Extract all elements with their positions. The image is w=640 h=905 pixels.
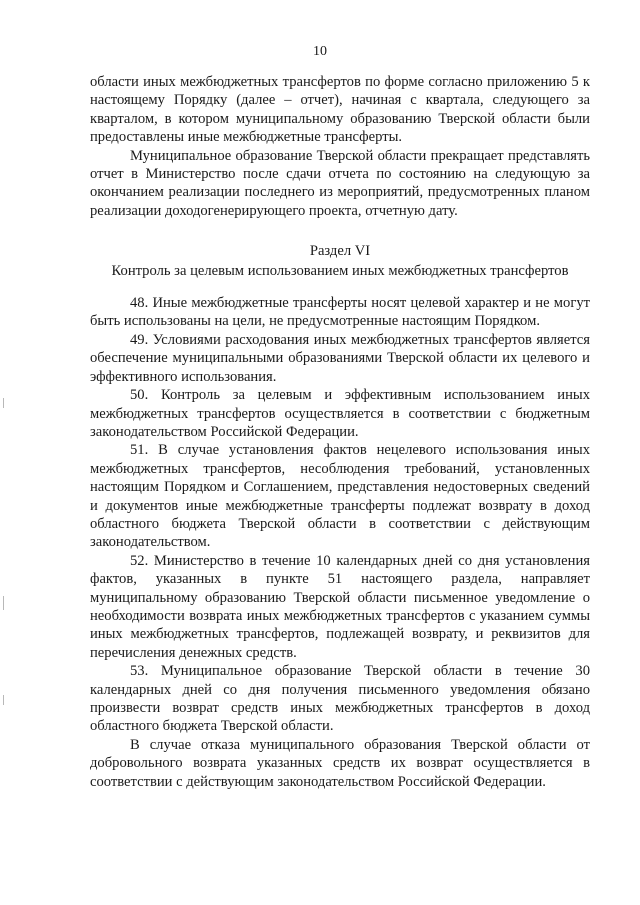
paragraph-top-1: Муниципальное образование Тверской области прекращает представлять отчет в Министерство после сдачи отчета по состоянию на следующую за окончанием реализации последнего из мероприятий, предусмотренных планом реализации доходогенерирующего проекта, отчетную дату. — [90, 147, 590, 219]
clause-50: 50. Контроль за целевым и эффективным использованием иных межбюджетных трансфертов осуществляется в соответствии с бюджетным законодательством Российской Федерации. — [90, 387, 590, 440]
section-subtitle: Контроль за целевым использованием иных межбюджетных трансфертов — [111, 262, 569, 279]
clause-51: 51. В случае установления фактов нецелевого использования иных межбюджетных трансфертов, несоблюдения требований, установленных настоящим Порядком и Соглашением, представления недостоверных сведений и документов иные межбюджетные трансферты подлежат возврату в доход областного бюджета Тверской области в соответствии с действующим законодательством. — [90, 442, 590, 551]
clause-48: 48. Иные межбюджетные трансферты носят целевой характер и не могут быть использованы на цели, не предусмотренные настоящим Порядком. — [90, 295, 590, 330]
page-number: 10 — [313, 44, 327, 59]
document-body — [90, 73, 590, 791]
section-title: Раздел VI — [309, 243, 371, 260]
scan-edge-mark — [3, 398, 4, 408]
section-gap — [90, 280, 590, 294]
section-heading — [90, 242, 590, 280]
scan-edge-mark — [3, 695, 4, 705]
clause-52: 52. Министерство в течение 10 календарных дней со дня установления фактов, указанных в пункте 51 настоящего раздела, направляет муниципальному образованию Тверской области письменное уведомление о необходимости возврата иных межбюджетных трансфертов с указанием суммы иных межбюджетных трансфертов, подлежащей возврату, и реквизитов для перечисления денежных средств. — [90, 552, 590, 661]
clause-49: 49. Условиями расходования иных межбюджетных трансфертов является обеспечение муниципальными образованиями Тверской области их целевого и эффективного использования. — [90, 331, 590, 385]
paragraph-top-0: области иных межбюджетных трансфертов по форме согласно приложению 5 к настоящему Порядку (далее – отчет), начиная с квартала, следующего за кварталом, в котором муниципальному образованию Тверской области были предоставлены иные межбюджетные трансферты. — [90, 74, 590, 146]
clause-53-continuation: В случае отказа муниципального образования Тверской области от добровольного возврата указанных средств их возврат осуществляется в соответствии с действующим законодательством Российской Федерации. — [90, 736, 590, 790]
scan-edge-mark — [3, 596, 4, 610]
clause-53: 53. Муниципальное образование Тверской области в течение 30 календарных дней со дня получения письменного уведомления обязано произвести возврат средств иных межбюджетных трансфертов в доход областного бюджета Тверской области. — [90, 663, 590, 735]
